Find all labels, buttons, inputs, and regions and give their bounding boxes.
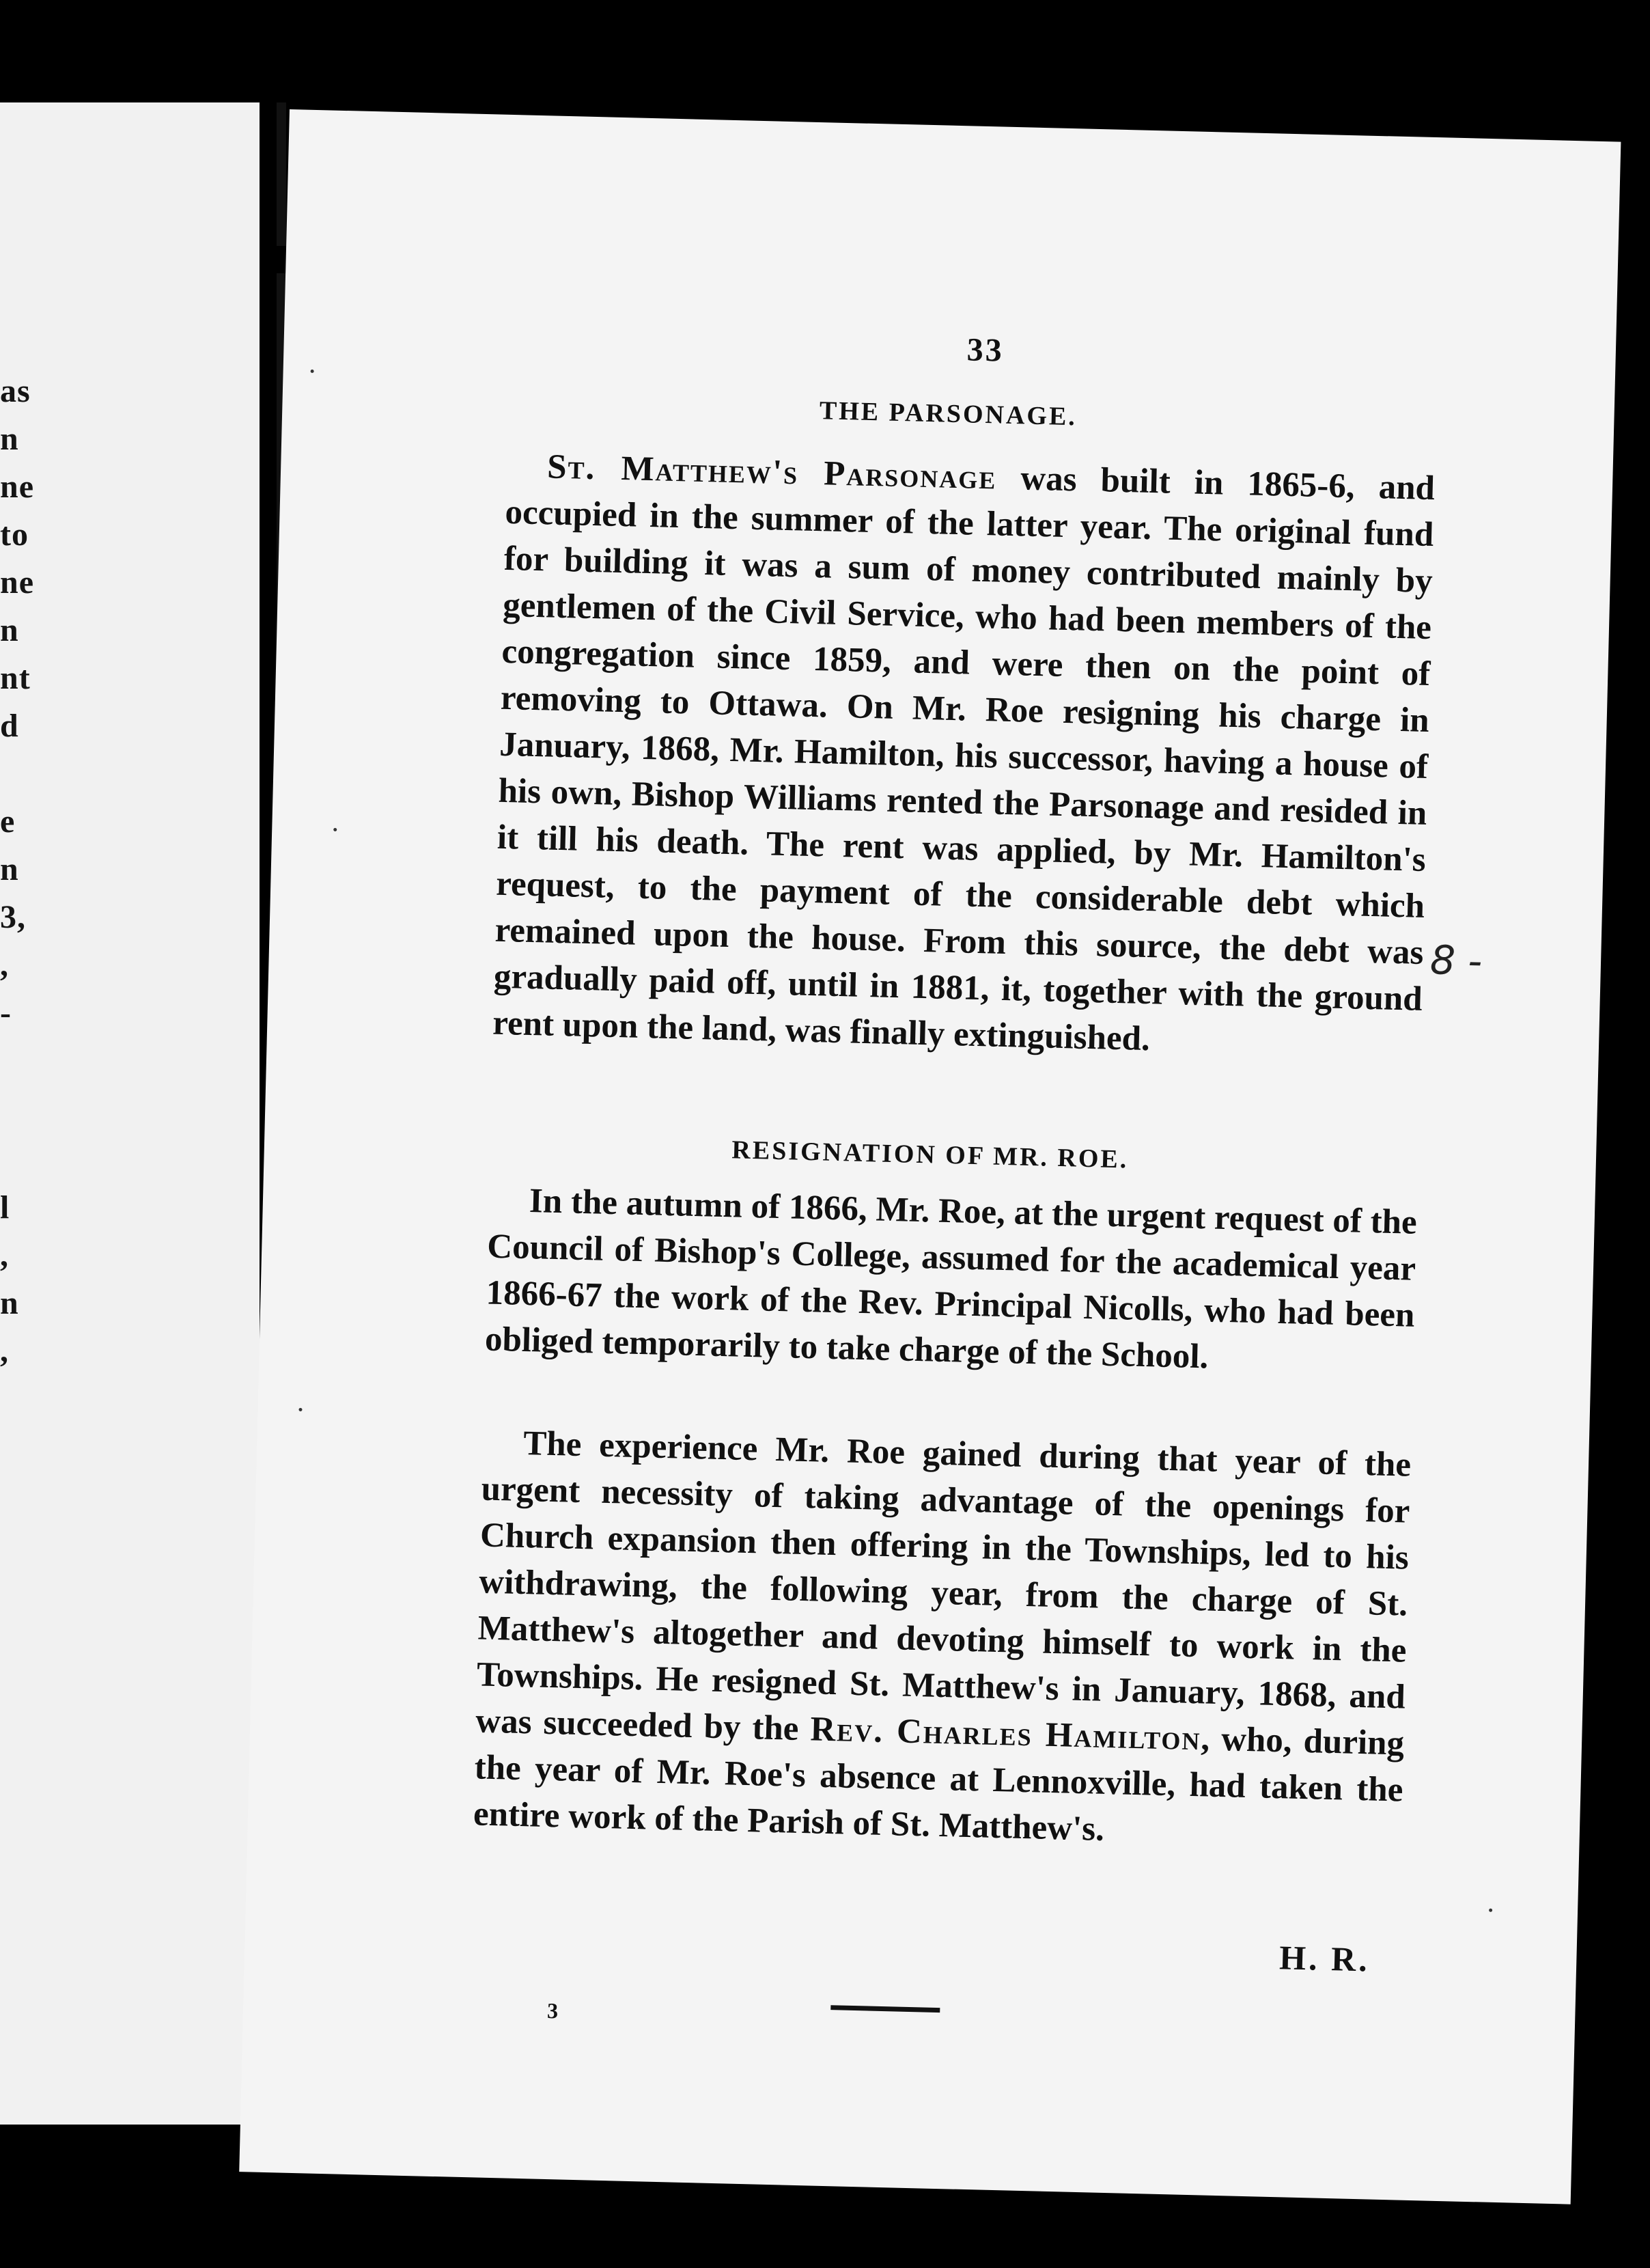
fragment: to bbox=[0, 516, 29, 553]
fragment: nt bbox=[0, 660, 31, 696]
rev-charles-hamilton-name: Rev. Charles Hamilton bbox=[809, 1710, 1202, 1758]
parsonage-lead-text: St. Matthew's Parsonage bbox=[546, 447, 998, 497]
resignation-text-2a: The experience Mr. Roe gained during that year of the urgent necessity of taking advantage of the openings for Church expansion then offering in the Townships, led to his withdrawing, the following year, from the charge of St. Matthew's altogether and devoting himself to work in the Townships. He resigned St. Matthew's in January, 1868, and was succeeded by the bbox=[475, 1424, 1412, 1749]
printer-signature-mark: 3 bbox=[546, 1998, 559, 2023]
resignation-text-1: In the autumn of 1866, Mr. Roe, at the urgent request of the Council of Bishop's College, assumed for the academical year 1866-67 the work of the Rev. Principal Nicolls, who had been obliged temporarily to take charge of the School. bbox=[484, 1182, 1418, 1377]
paper-speck bbox=[298, 1408, 302, 1411]
page-number: 33 bbox=[966, 331, 1005, 369]
previous-page bbox=[0, 102, 260, 2125]
paper-speck bbox=[311, 370, 314, 373]
closing-rule bbox=[830, 2005, 940, 2013]
previous-page-text-fragments bbox=[0, 102, 260, 2125]
fragment: as bbox=[0, 373, 31, 409]
fragment: ne bbox=[0, 564, 34, 600]
paragraph-parsonage bbox=[492, 443, 1436, 1069]
heading-the-parsonage: THE PARSONAGE. bbox=[819, 396, 1078, 432]
author-initials: H. R. bbox=[1278, 1938, 1371, 1979]
fragment: n bbox=[0, 421, 19, 457]
paper-speck bbox=[1489, 1909, 1492, 1912]
paragraph-resignation-1 bbox=[484, 1177, 1417, 1385]
book-page bbox=[239, 109, 1621, 2204]
fragment: d bbox=[0, 708, 19, 744]
fragment: , bbox=[0, 1333, 9, 1369]
fragment: , bbox=[0, 1237, 9, 1273]
resignation-text-2b: , who, during the year of Mr. Roe's absence at Lennoxville, had taken the entire work of the Parish of St. Matthew's. bbox=[473, 1719, 1405, 1849]
fragment: ne bbox=[0, 469, 34, 505]
fragment: 3, bbox=[0, 899, 26, 935]
fragment: - bbox=[0, 995, 12, 1031]
heading-resignation-of-mr-roe: RESIGNATION OF MR. ROE. bbox=[731, 1135, 1129, 1174]
fragment: l bbox=[0, 1189, 10, 1226]
fragment: n bbox=[0, 851, 19, 887]
paragraph-resignation-2 bbox=[473, 1419, 1412, 1859]
parsonage-body-text: was built in 1865-6, and occupied in the summer of the latter year. The original fund for building it was a sum of money contributed mainly by gentlemen of the Civil Service, who had been members of the congregation since 1859, and were then on the point of removing to Ottawa. On Mr. Roe resigning his charge in January, 1868, Mr. Hamilton, his successor, having a house of his own, Bishop Williams rented the Parsonage and resided in it till his death. The rent was applied, by Mr. Hamilton's request, to the payment of the considerable debt which remained upon the house. From this source, the debt was gradually paid off, until in 1881, it, together with the ground rent upon the land, was finally extinguished. bbox=[492, 458, 1436, 1059]
fragment: , bbox=[0, 947, 9, 983]
paper-speck bbox=[333, 828, 337, 831]
handwritten-margin-annotation: 8 - bbox=[1429, 937, 1483, 985]
fragment: n bbox=[0, 1285, 19, 1321]
fragment: n bbox=[0, 612, 19, 648]
fragment: e bbox=[0, 803, 16, 840]
